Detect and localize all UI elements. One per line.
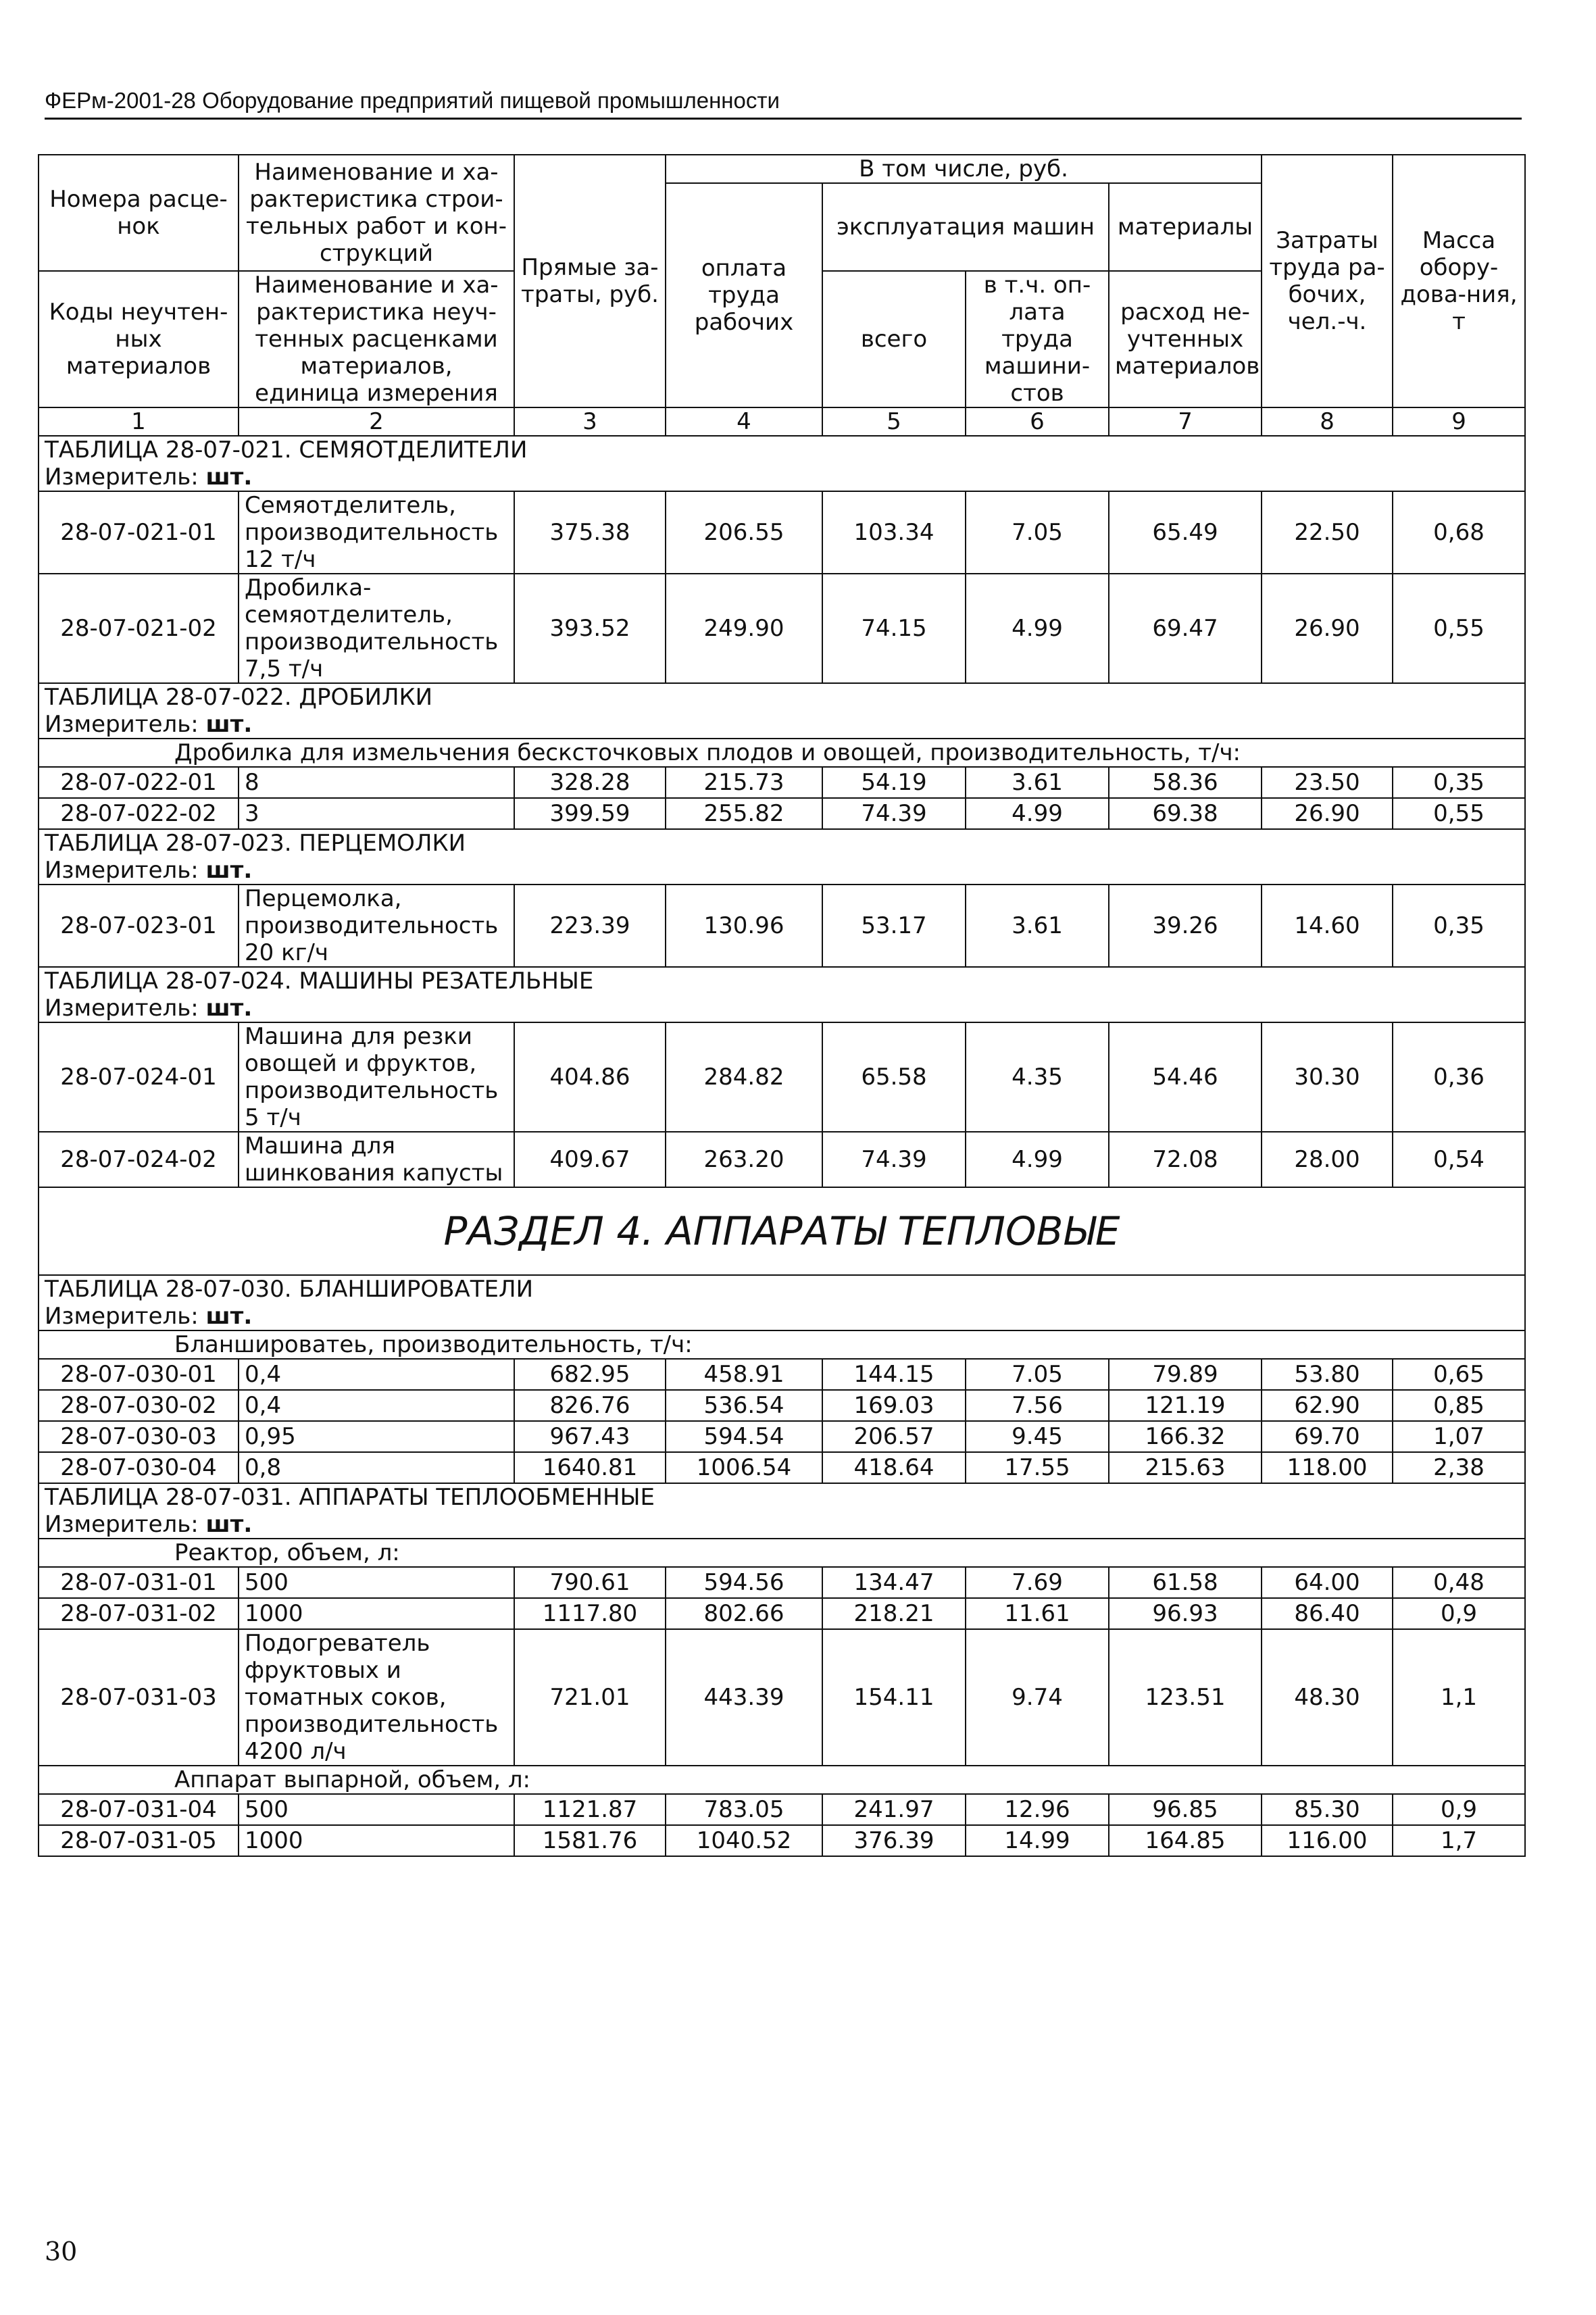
value-c9: 0,9 <box>1393 1598 1525 1629</box>
value-c5: 241.97 <box>822 1794 966 1825</box>
value-c7: 166.32 <box>1109 1421 1262 1452</box>
value-c3: 790.61 <box>514 1567 666 1598</box>
table-title: ТАБЛИЦА 28-07-030. БЛАНШИРОВАТЕЛИ <box>39 1275 1525 1303</box>
rate-code: 28-07-021-01 <box>39 491 239 574</box>
value-c8: 86.40 <box>1262 1598 1393 1629</box>
value-c5: 74.39 <box>822 798 966 829</box>
rate-code: 28-07-030-04 <box>39 1452 239 1483</box>
unit-value: шт. <box>205 711 253 738</box>
value-c4: 594.56 <box>666 1567 822 1598</box>
rate-name: Дробилка-семяотделитель, производительность 7,5 т/ч <box>239 574 514 683</box>
table-title-row <box>39 1483 1525 1511</box>
value-c9: 1,7 <box>1393 1825 1525 1856</box>
value-c4: 215.73 <box>666 767 822 798</box>
value-c4: 458.91 <box>666 1359 822 1390</box>
rates-table <box>38 154 1526 1857</box>
value-c3: 721.01 <box>514 1629 666 1766</box>
value-c3: 223.39 <box>514 885 666 967</box>
rate-name: Семяотделитель, производительность 12 т/ч <box>239 491 514 574</box>
value-c4: 255.82 <box>666 798 822 829</box>
value-c5: 418.64 <box>822 1452 966 1483</box>
value-c8: 14.60 <box>1262 885 1393 967</box>
unit-line <box>39 1511 1525 1539</box>
value-c7: 79.89 <box>1109 1359 1262 1390</box>
value-c8: 26.90 <box>1262 574 1393 683</box>
table-row <box>39 1825 1525 1856</box>
value-c3: 375.38 <box>514 491 666 574</box>
header-mass: Масса обору-дова-ния, т <box>1393 155 1525 407</box>
group-heading: Дробилка для измельчения бесксточковых плодов и овощей, производительность, т/ч: <box>39 739 1525 767</box>
value-c3: 328.28 <box>514 767 666 798</box>
unit-row <box>39 711 1525 739</box>
value-c4: 130.96 <box>666 885 822 967</box>
value-c5: 54.19 <box>822 767 966 798</box>
value-c4: 249.90 <box>666 574 822 683</box>
unit-line <box>39 711 1525 739</box>
col-number: 5 <box>822 407 966 436</box>
value-c9: 1,07 <box>1393 1421 1525 1452</box>
value-c3: 1121.87 <box>514 1794 666 1825</box>
value-c4: 783.05 <box>666 1794 822 1825</box>
value-c8: 48.30 <box>1262 1629 1393 1766</box>
rate-name: 8 <box>239 767 514 798</box>
table-row <box>39 574 1525 683</box>
value-c8: 69.70 <box>1262 1421 1393 1452</box>
value-c5: 154.11 <box>822 1629 966 1766</box>
value-c9: 0,65 <box>1393 1359 1525 1390</box>
rate-code: 28-07-022-02 <box>39 798 239 829</box>
unit-row <box>39 857 1525 885</box>
value-c7: 39.26 <box>1109 885 1262 967</box>
unit-value: шт. <box>205 1511 253 1538</box>
value-c8: 116.00 <box>1262 1825 1393 1856</box>
unit-row <box>39 995 1525 1022</box>
value-c9: 0,55 <box>1393 798 1525 829</box>
rate-name: 500 <box>239 1567 514 1598</box>
col-number: 8 <box>1262 407 1393 436</box>
group-heading: Бланшироватеь, производительность, т/ч: <box>39 1330 1525 1359</box>
table-title-row <box>39 967 1525 995</box>
value-c7: 96.93 <box>1109 1598 1262 1629</box>
rate-name: Подогреватель фруктовых и томатных соков, производительность 4200 л/ч <box>239 1629 514 1766</box>
table-row <box>39 1629 1525 1766</box>
col-number: 4 <box>666 407 822 436</box>
unit-label: Измеритель: <box>45 711 199 738</box>
value-c3: 1581.76 <box>514 1825 666 1856</box>
rate-name: 3 <box>239 798 514 829</box>
section-title: РАЗДЕЛ 4. АППАРАТЫ ТЕПЛОВЫЕ <box>39 1187 1525 1275</box>
value-c8: 118.00 <box>1262 1452 1393 1483</box>
value-c6: 3.61 <box>966 767 1109 798</box>
rate-code: 28-07-030-03 <box>39 1421 239 1452</box>
value-c8: 23.50 <box>1262 767 1393 798</box>
header-unrecorded-codes: Коды неучтен-ных материалов <box>39 271 239 407</box>
value-c9: 0,85 <box>1393 1390 1525 1421</box>
value-c7: 215.63 <box>1109 1452 1262 1483</box>
value-c9: 0,35 <box>1393 885 1525 967</box>
unit-line <box>39 464 1525 491</box>
value-c3: 967.43 <box>514 1421 666 1452</box>
value-c5: 65.58 <box>822 1022 966 1132</box>
value-c6: 4.99 <box>966 574 1109 683</box>
rate-name: 0,95 <box>239 1421 514 1452</box>
value-c7: 54.46 <box>1109 1022 1262 1132</box>
value-c8: 26.90 <box>1262 798 1393 829</box>
group-row <box>39 739 1525 767</box>
value-c3: 1640.81 <box>514 1452 666 1483</box>
table-row <box>39 1390 1525 1421</box>
value-c4: 206.55 <box>666 491 822 574</box>
value-c6: 4.99 <box>966 798 1109 829</box>
value-c9: 0,54 <box>1393 1132 1525 1187</box>
table-row <box>39 1022 1525 1132</box>
value-c5: 376.39 <box>822 1825 966 1856</box>
rate-code: 28-07-030-01 <box>39 1359 239 1390</box>
rate-code: 28-07-031-04 <box>39 1794 239 1825</box>
value-c4: 802.66 <box>666 1598 822 1629</box>
table-title-row <box>39 436 1525 464</box>
unit-label: Измеритель: <box>45 995 199 1022</box>
header-labor: Затраты труда ра-бочих, чел.-ч. <box>1262 155 1393 407</box>
rate-code: 28-07-031-02 <box>39 1598 239 1629</box>
table-row <box>39 885 1525 967</box>
value-c6: 4.35 <box>966 1022 1109 1132</box>
table-row <box>39 1598 1525 1629</box>
value-c7: 164.85 <box>1109 1825 1262 1856</box>
value-c6: 12.96 <box>966 1794 1109 1825</box>
table-title: ТАБЛИЦА 28-07-031. АППАРАТЫ ТЕПЛООБМЕННЫЕ <box>39 1483 1525 1511</box>
value-c6: 9.45 <box>966 1421 1109 1452</box>
unit-label: Измеритель: <box>45 1303 199 1330</box>
value-c4: 284.82 <box>666 1022 822 1132</box>
col-number: 9 <box>1393 407 1525 436</box>
col-number: 6 <box>966 407 1109 436</box>
value-c6: 3.61 <box>966 885 1109 967</box>
rate-name: 0,4 <box>239 1390 514 1421</box>
group-row <box>39 1766 1525 1794</box>
table-row <box>39 1421 1525 1452</box>
table-title: ТАБЛИЦА 28-07-022. ДРОБИЛКИ <box>39 683 1525 711</box>
table-title-row <box>39 683 1525 711</box>
rate-name: 500 <box>239 1794 514 1825</box>
unit-row <box>39 1303 1525 1330</box>
unit-label: Измеритель: <box>45 464 199 491</box>
value-c7: 65.49 <box>1109 491 1262 574</box>
table-title-row <box>39 829 1525 857</box>
value-c9: 1,1 <box>1393 1629 1525 1766</box>
value-c7: 72.08 <box>1109 1132 1262 1187</box>
value-c4: 443.39 <box>666 1629 822 1766</box>
rate-code: 28-07-031-05 <box>39 1825 239 1856</box>
value-c3: 404.86 <box>514 1022 666 1132</box>
unit-line <box>39 857 1525 885</box>
rate-code: 28-07-030-02 <box>39 1390 239 1421</box>
rate-name: 1000 <box>239 1598 514 1629</box>
value-c6: 9.74 <box>966 1629 1109 1766</box>
header-machines: эксплуатация машин <box>822 183 1109 271</box>
value-c7: 69.47 <box>1109 574 1262 683</box>
table-row <box>39 1132 1525 1187</box>
rate-code: 28-07-022-01 <box>39 767 239 798</box>
value-c3: 826.76 <box>514 1390 666 1421</box>
value-c8: 53.80 <box>1262 1359 1393 1390</box>
header-direct-costs: Прямые за-траты, руб. <box>514 155 666 407</box>
value-c4: 1006.54 <box>666 1452 822 1483</box>
unit-label: Измеритель: <box>45 1511 199 1538</box>
rate-name: Перцемолка, производительность 20 кг/ч <box>239 885 514 967</box>
table-title: ТАБЛИЦА 28-07-021. СЕМЯОТДЕЛИТЕЛИ <box>39 436 1525 464</box>
rate-name: Машина для шинкования капусты <box>239 1132 514 1187</box>
rate-name: 1000 <box>239 1825 514 1856</box>
rate-code: 28-07-021-02 <box>39 574 239 683</box>
header-unrecorded-name: Наименование и ха-рактеристика неуч-тенных расценками материалов, единица измерения <box>239 271 514 407</box>
value-c5: 206.57 <box>822 1421 966 1452</box>
col-number: 7 <box>1109 407 1262 436</box>
value-c5: 53.17 <box>822 885 966 967</box>
value-c5: 144.15 <box>822 1359 966 1390</box>
table-row <box>39 1567 1525 1598</box>
value-c7: 58.36 <box>1109 767 1262 798</box>
value-c7: 69.38 <box>1109 798 1262 829</box>
value-c8: 85.30 <box>1262 1794 1393 1825</box>
header-materials: материалы <box>1109 183 1262 271</box>
value-c5: 74.39 <box>822 1132 966 1187</box>
unit-row <box>39 1511 1525 1539</box>
unit-value: шт. <box>205 857 253 884</box>
value-c5: 134.47 <box>822 1567 966 1598</box>
unit-line <box>39 995 1525 1022</box>
rate-code: 28-07-031-01 <box>39 1567 239 1598</box>
unit-value: шт. <box>205 1303 253 1330</box>
value-c5: 218.21 <box>822 1598 966 1629</box>
value-c3: 682.95 <box>514 1359 666 1390</box>
value-c7: 121.19 <box>1109 1390 1262 1421</box>
header-machines-total: всего <box>822 271 966 407</box>
value-c7: 61.58 <box>1109 1567 1262 1598</box>
value-c4: 536.54 <box>666 1390 822 1421</box>
value-c3: 399.59 <box>514 798 666 829</box>
value-c9: 0,48 <box>1393 1567 1525 1598</box>
page-number: 30 <box>45 2237 78 2266</box>
table-row <box>39 1452 1525 1483</box>
value-c5: 169.03 <box>822 1390 966 1421</box>
header-materials-unrecorded: расход не-учтенных материалов <box>1109 271 1262 407</box>
table-row <box>39 1794 1525 1825</box>
column-numbers-row <box>39 407 1525 436</box>
value-c6: 4.99 <box>966 1132 1109 1187</box>
rate-code: 28-07-031-03 <box>39 1629 239 1766</box>
group-heading: Аппарат выпарной, объем, л: <box>39 1766 1525 1794</box>
value-c8: 62.90 <box>1262 1390 1393 1421</box>
header-wages: оплата труда рабочих <box>666 183 822 407</box>
col-number: 1 <box>39 407 239 436</box>
value-c9: 0,9 <box>1393 1794 1525 1825</box>
value-c8: 30.30 <box>1262 1022 1393 1132</box>
header-rate-numbers: Номера расце-нок <box>39 155 239 271</box>
table-row <box>39 1359 1525 1390</box>
value-c6: 7.69 <box>966 1567 1109 1598</box>
value-c4: 263.20 <box>666 1132 822 1187</box>
value-c6: 7.56 <box>966 1390 1109 1421</box>
col-number: 2 <box>239 407 514 436</box>
value-c9: 0,35 <box>1393 767 1525 798</box>
value-c9: 0,55 <box>1393 574 1525 683</box>
rate-code: 28-07-023-01 <box>39 885 239 967</box>
table-title: ТАБЛИЦА 28-07-023. ПЕРЦЕМОЛКИ <box>39 829 1525 857</box>
group-row <box>39 1539 1525 1567</box>
table-row <box>39 767 1525 798</box>
value-c6: 17.55 <box>966 1452 1109 1483</box>
unit-value: шт. <box>205 464 253 491</box>
value-c6: 11.61 <box>966 1598 1109 1629</box>
rate-code: 28-07-024-01 <box>39 1022 239 1132</box>
table-row <box>39 798 1525 829</box>
value-c7: 123.51 <box>1109 1629 1262 1766</box>
table-row <box>39 491 1525 574</box>
unit-label: Измеритель: <box>45 857 199 884</box>
value-c7: 96.85 <box>1109 1794 1262 1825</box>
header-work-name: Наименование и ха-рактеристика строи-тельных работ и кон-струкций <box>239 155 514 271</box>
table-title: ТАБЛИЦА 28-07-024. МАШИНЫ РЕЗАТЕЛЬНЫЕ <box>39 967 1525 995</box>
value-c3: 393.52 <box>514 574 666 683</box>
rate-code: 28-07-024-02 <box>39 1132 239 1187</box>
value-c3: 1117.80 <box>514 1598 666 1629</box>
value-c9: 0,36 <box>1393 1022 1525 1132</box>
value-c9: 0,68 <box>1393 491 1525 574</box>
value-c8: 64.00 <box>1262 1567 1393 1598</box>
unit-value: шт. <box>205 995 253 1022</box>
value-c5: 74.15 <box>822 574 966 683</box>
value-c6: 7.05 <box>966 1359 1109 1390</box>
running-head: ФЕРм-2001-28 Оборудование предприятий пищевой промышленности <box>45 88 1522 120</box>
value-c9: 2,38 <box>1393 1452 1525 1483</box>
value-c3: 409.67 <box>514 1132 666 1187</box>
unit-row <box>39 464 1525 491</box>
value-c6: 7.05 <box>966 491 1109 574</box>
group-heading: Реактор, объем, л: <box>39 1539 1525 1567</box>
rate-name: Машина для резки овощей и фруктов, производительность 5 т/ч <box>239 1022 514 1132</box>
header-machines-wages: в т.ч. оп-лата труда машини-стов <box>966 271 1109 407</box>
value-c5: 103.34 <box>822 491 966 574</box>
col-number: 3 <box>514 407 666 436</box>
header-including: В том числе, руб. <box>666 155 1262 183</box>
unit-line <box>39 1303 1525 1330</box>
rate-name: 0,4 <box>239 1359 514 1390</box>
group-row <box>39 1330 1525 1359</box>
rate-name: 0,8 <box>239 1452 514 1483</box>
value-c8: 28.00 <box>1262 1132 1393 1187</box>
table-title-row <box>39 1275 1525 1303</box>
value-c8: 22.50 <box>1262 491 1393 574</box>
value-c6: 14.99 <box>966 1825 1109 1856</box>
value-c4: 594.54 <box>666 1421 822 1452</box>
value-c4: 1040.52 <box>666 1825 822 1856</box>
